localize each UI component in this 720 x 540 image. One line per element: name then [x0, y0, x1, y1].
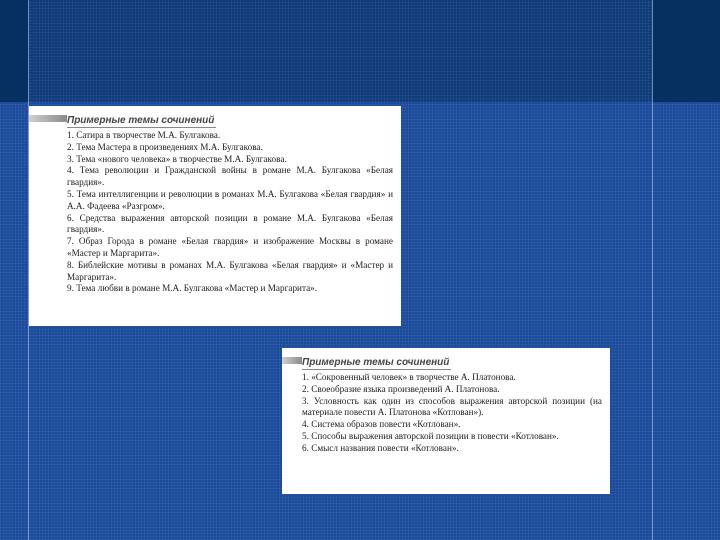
topics-list	[302, 372, 602, 455]
card-heading-row	[302, 352, 602, 370]
corner-block-left	[0, 0, 28, 102]
card-heading: Примерные темы сочинений	[67, 115, 215, 126]
list-item: 2. Тема Мастера в произведениях М.А. Булгакова.	[67, 141, 263, 152]
essay-topics-card-platonov	[282, 348, 610, 494]
heading-accent-bar	[282, 357, 302, 364]
list-item: 1. Сатира в творчестве М.А. Булгакова.	[67, 130, 221, 140]
divider-line-right	[652, 0, 653, 540]
card-heading: Примерные темы сочинений	[302, 357, 450, 368]
card-heading-row	[67, 110, 393, 128]
topics-list	[67, 130, 393, 295]
list-item: 4. Тема революции и Гражданской войны в романе М.А. Булгакова «Белая гвардия».	[67, 165, 393, 188]
list-item: 9. Тема любви в романе М.А. Булгакова «Мастер и Маргарита».	[67, 283, 318, 294]
list-item: 5. Тема интеллигенции и революции в романах М.А. Булгакова «Белая гвардия» и А.А. Фадеева «Разгром».	[67, 188, 393, 211]
list-item: 5. Способы выражения авторской позиции в повести «Котлован».	[302, 430, 559, 441]
corner-block-right	[652, 0, 720, 102]
list-item: 6. Средства выражения авторской позиции в романе М.А. Булгакова «Белая гвардия».	[67, 212, 393, 235]
top-band	[0, 0, 720, 102]
list-item: 7. Образ Города в романе «Белая гвардия» и изображение Москвы в романе «Мастер и Маргарита».	[67, 236, 393, 258]
list-item: 3. Условность как один из способов выражения авторской позиции (на материале повести А. Платонова «Котлован»).	[302, 395, 602, 418]
list-item: 3. Тема «нового человека» в творчестве М.А. Булгакова.	[67, 153, 287, 164]
list-item: 1. «Сокровенный человек» в творчестве А. Платонова.	[302, 372, 516, 382]
list-item: 4. Система образов повести «Котлован».	[302, 419, 461, 430]
list-item: 2. Своеобразие языка произведений А. Платонова.	[302, 383, 500, 394]
list-item: 8. Библейские мотивы в романах М.А. Булгакова «Белая гвардия» и «Мастер и Маргарита».	[67, 259, 393, 282]
heading-accent-bar	[29, 115, 67, 122]
essay-topics-card-bulgakov	[29, 106, 401, 326]
list-item: 6. Смысл названия повести «Котлован».	[302, 442, 459, 453]
